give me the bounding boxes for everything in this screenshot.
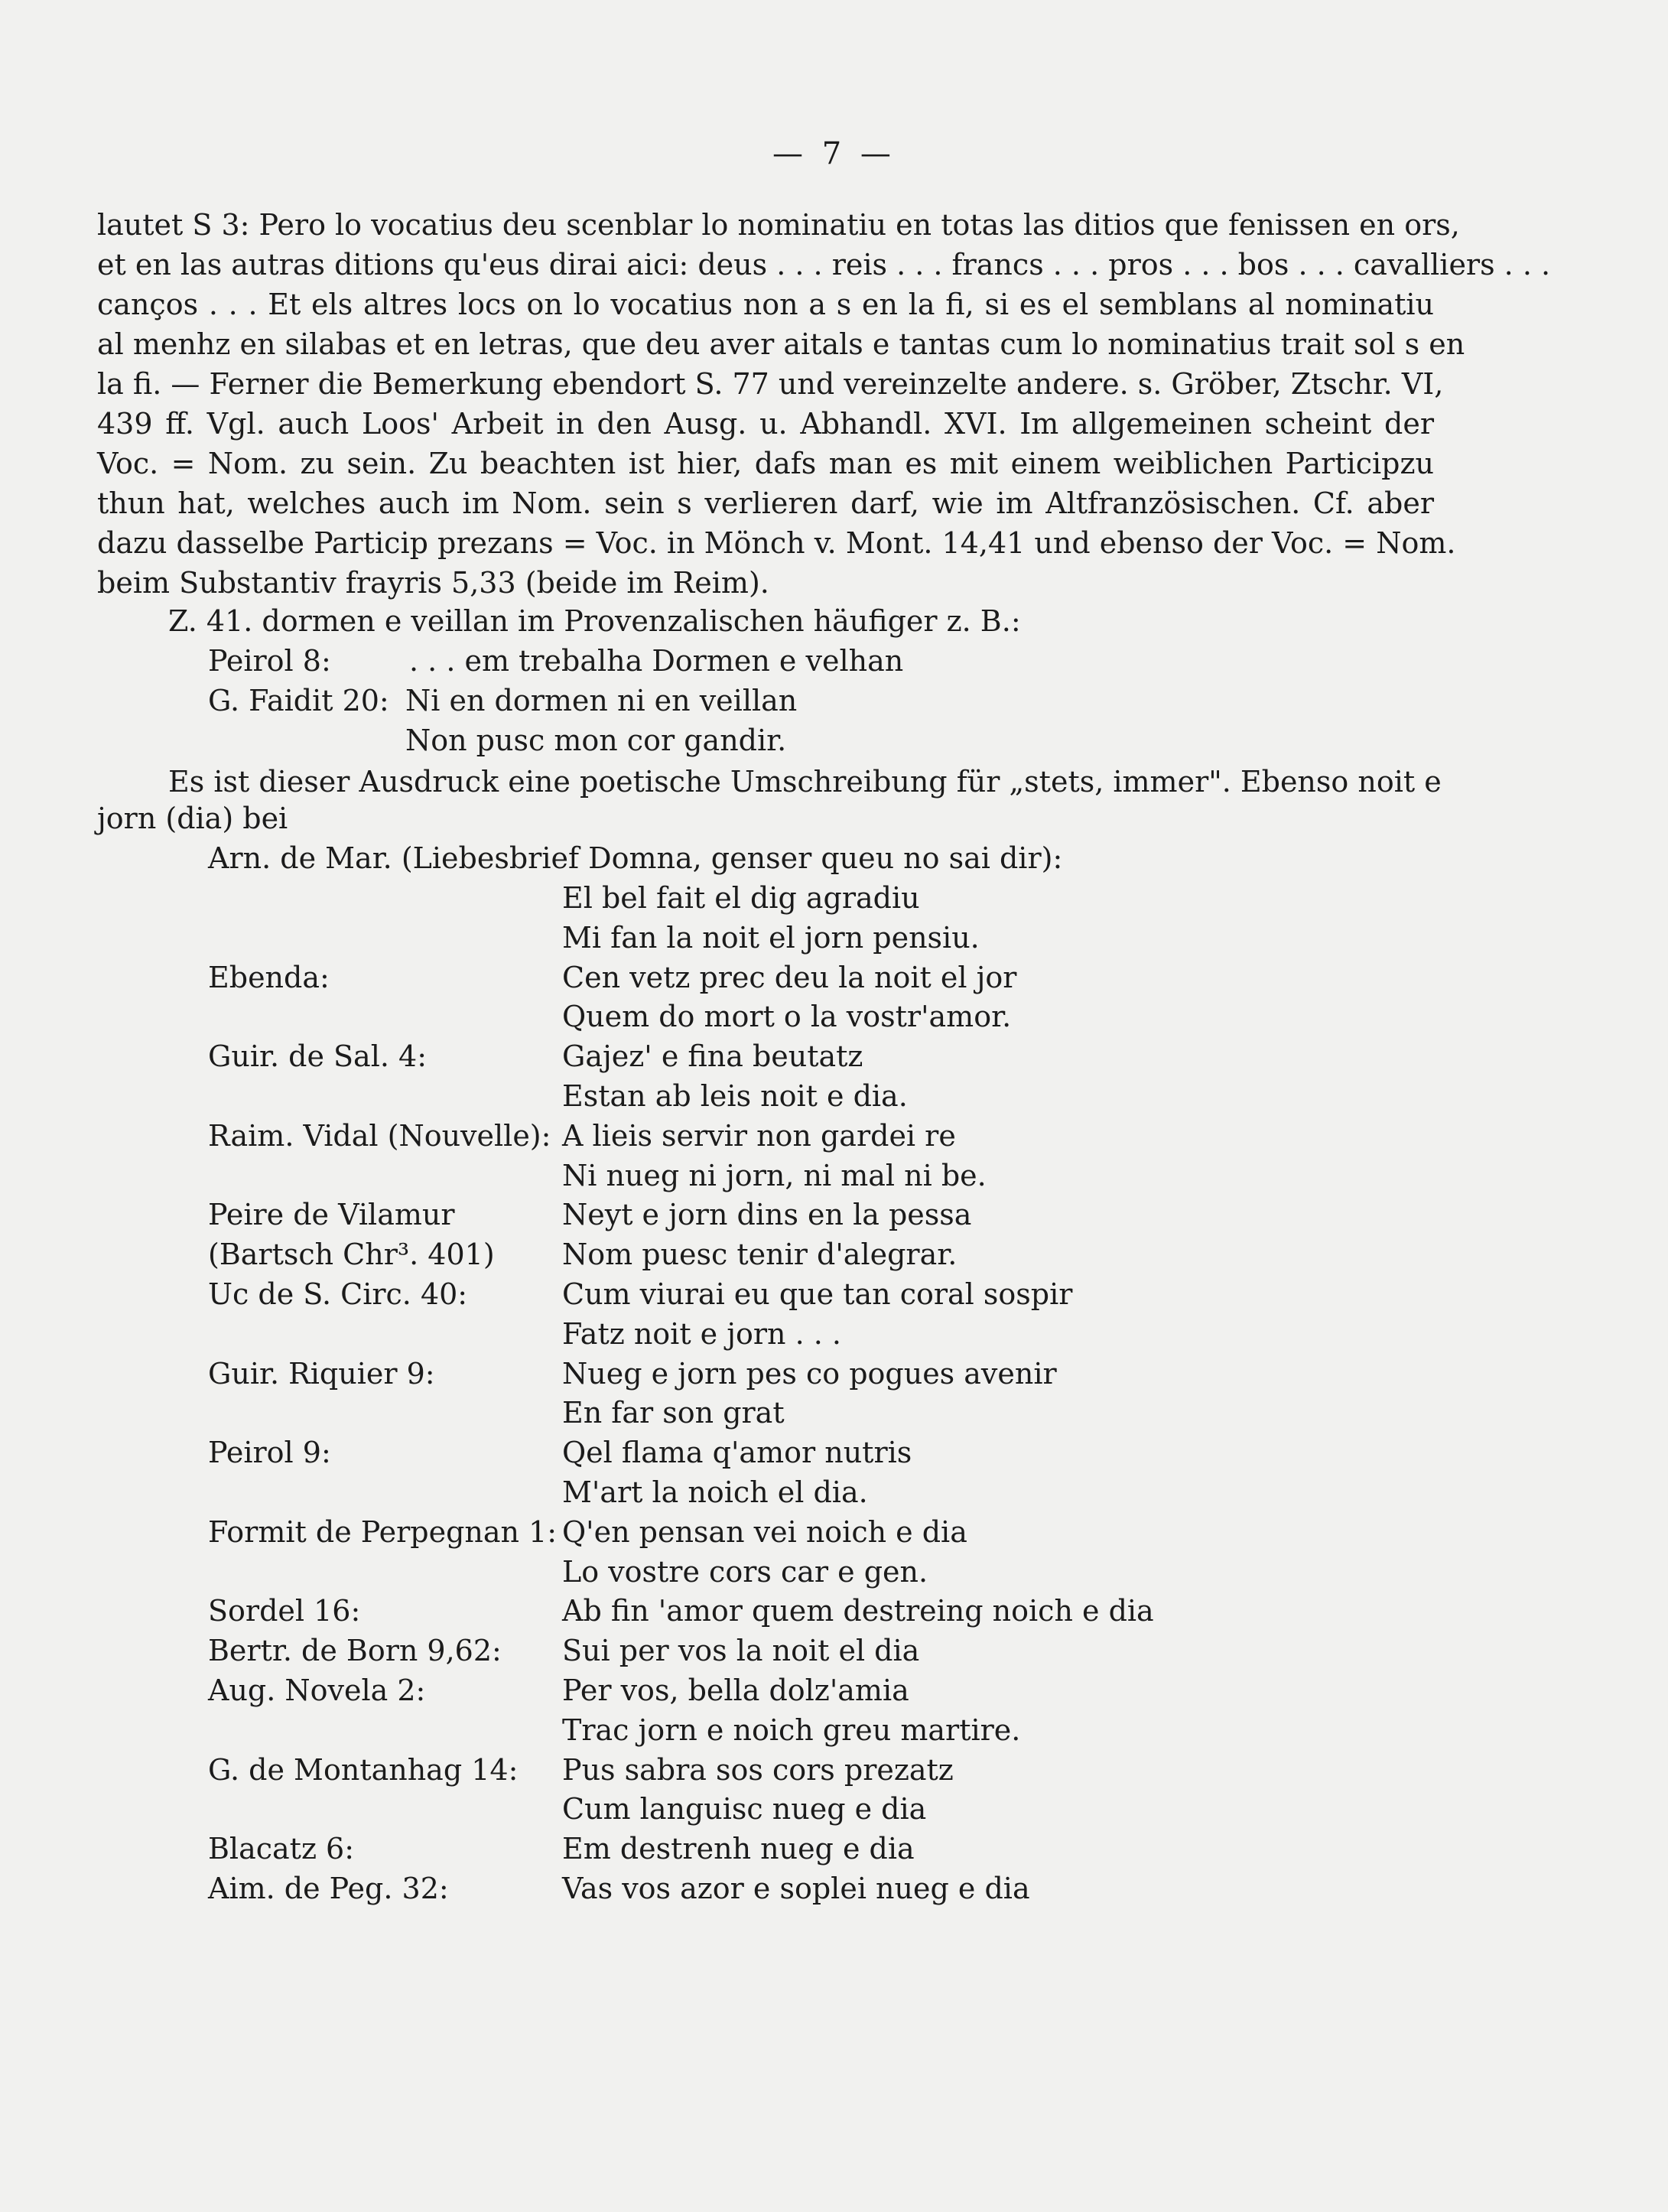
text-line: al menhz en silabas et en letras, que deu aver aitals e tantas cum lo nominatius trait sol s en xyxy=(97,327,1465,361)
verse-line: Fatz noit e jorn . . . xyxy=(562,1317,842,1351)
arn-header: Arn. de Mar. (Liebesbrief Domna, genser queu no sai dir): xyxy=(208,841,1063,875)
text-line: beim Substantiv frayris 5,33 (beide im Reim). xyxy=(97,566,769,600)
source-label: Peirol 8: xyxy=(208,644,331,678)
source-label: Aug. Novela 2: xyxy=(208,1674,426,1707)
source-label: Ebenda: xyxy=(208,961,330,994)
verse-line: Gajez' e fina beutatz xyxy=(562,1039,863,1073)
source-label: (Bartsch Chr³. 401) xyxy=(208,1238,495,1271)
verse-line: Ab fin 'amor quem destreing noich e dia xyxy=(562,1594,1154,1628)
verse-line: Lo vostre cors car e gen. xyxy=(562,1555,928,1589)
text-line: thun hat, welches auch im Nom. sein s verlieren darf, wie im Altfranzösischen. Cf. aber xyxy=(97,486,1434,520)
source-label: Sordel 16: xyxy=(208,1594,361,1628)
source-label: Formit de Perpegnan 1: xyxy=(208,1515,558,1549)
verse-line: Quem do mort o la vostr'amor. xyxy=(562,1000,1012,1033)
page-number: — 7 — xyxy=(772,136,896,171)
verse-line: En far son grat xyxy=(562,1396,785,1430)
es-paragraph xyxy=(168,762,1442,802)
verse-line: El bel fait el dig agradiu xyxy=(562,881,920,915)
verse-line: Mi fan la noit el jorn pensiu. xyxy=(562,921,980,955)
verse-line: Per vos, bella dolz'amia xyxy=(562,1674,909,1707)
verse-line: Ni en dormen ni en veillan xyxy=(405,684,798,717)
text-line: Es ist dieser Ausdruck eine poetische Umschreibung für „stets, immer". Ebenso noit e xyxy=(168,765,1442,799)
verse-line: Em destrenh nueg e dia xyxy=(562,1832,915,1866)
source-label: Guir. Riquier 9: xyxy=(208,1357,435,1391)
source-label: Raim. Vidal (Nouvelle): xyxy=(208,1119,551,1153)
text-line: et en las autras ditions qu'eus dirai aici: deus . . . reis . . . francs . . . pros . . . bos . . . cavalliers . . . xyxy=(97,248,1551,281)
text-line: jorn (dia) bei xyxy=(97,802,288,835)
verse-line: Pus sabra sos cors prezatz xyxy=(562,1753,954,1787)
verse-line: Nom puesc tenir d'alegrar. xyxy=(562,1238,958,1271)
verse-line: Non pusc mon cor gandir. xyxy=(405,724,787,757)
source-label: Blacatz 6: xyxy=(208,1832,355,1866)
verse-line: Sui per vos la noit el dia xyxy=(562,1634,920,1667)
source-label: G. de Montanhag 14: xyxy=(208,1753,519,1787)
source-label: Aim. de Peg. 32: xyxy=(208,1872,449,1905)
text-line: 439 ff. Vgl. auch Loos' Arbeit in den Ausg. u. Abhandl. XVI. Im allgemeinen scheint der xyxy=(97,407,1434,441)
verse-line: Trac jorn e noich greu martire. xyxy=(562,1713,1021,1747)
verse-line: Ni nueg ni jorn, ni mal ni be. xyxy=(562,1159,987,1192)
verse-line: A lieis servir non gardei re xyxy=(562,1119,956,1153)
source-label: Bertr. de Born 9,62: xyxy=(208,1634,502,1667)
z41-heading: Z. 41. dormen e veillan im Provenzalischen häufiger z. B.: xyxy=(168,604,1021,638)
text-line: Voc. = Nom. zu sein. Zu beachten ist hier, dafs man es mit einem weiblichen Participzu xyxy=(97,447,1434,480)
verse-line: Qel flama q'amor nutris xyxy=(562,1436,912,1469)
verse-line: Cum languisc nueg e dia xyxy=(562,1792,927,1826)
source-label: Guir. de Sal. 4: xyxy=(208,1039,428,1073)
text-line: dazu dasselbe Particip prezans = Voc. in Mönch v. Mont. 14,41 und ebenso der Voc. = Nom. xyxy=(97,526,1456,560)
verse-line: Cum viurai eu que tan coral sospir xyxy=(562,1277,1073,1311)
source-label: G. Faidit 20: xyxy=(208,684,389,717)
verse-line: Estan ab leis noit e dia. xyxy=(562,1079,908,1113)
verse-line: Neyt e jorn dins en la pessa xyxy=(562,1198,972,1231)
source-label: Peirol 9: xyxy=(208,1436,331,1469)
source-label: Uc de S. Circ. 40: xyxy=(208,1277,468,1311)
source-label: Peire de Vilamur xyxy=(208,1198,455,1231)
intro-paragraph xyxy=(97,205,1551,603)
text-line: lautet S 3: Pero lo vocatius deu scenblar lo nominatiu en totas las ditios que fenissen en ors, xyxy=(97,208,1460,242)
verse-line: . . . em trebalha Dormen e velhan xyxy=(409,644,904,678)
verse-line: M'art la noich el dia. xyxy=(562,1475,868,1509)
verse-line: Cen vetz prec deu la noit el jor xyxy=(562,961,1017,994)
text-line: canços . . . Et els altres locs on lo vocatius non a s en la fi, si es el semblans al nominatiu xyxy=(97,288,1434,321)
verse-line: Nueg e jorn pes co pogues avenir xyxy=(562,1357,1057,1391)
text-line: la fi. — Ferner die Bemerkung ebendort S. 77 und vereinzelte andere. s. Gröber, Ztschr. VI, xyxy=(97,367,1444,401)
verse-line: Vas vos azor e soplei nueg e dia xyxy=(562,1872,1030,1905)
verse-line: Q'en pensan vei noich e dia xyxy=(562,1515,967,1549)
